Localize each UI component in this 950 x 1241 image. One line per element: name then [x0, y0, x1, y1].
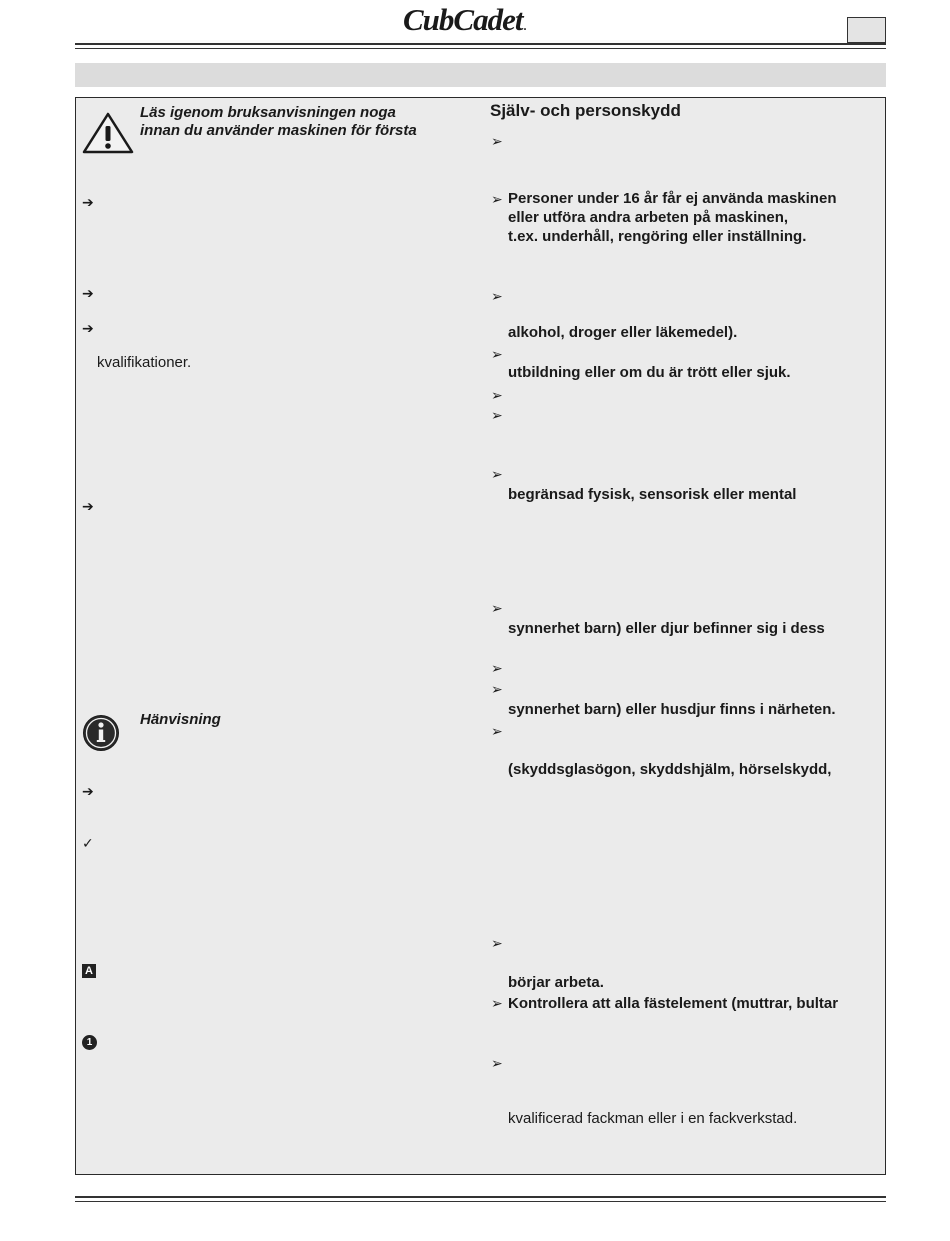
text-line-kontrollera: Kontrollera att alla fästelement (muttrar, bultar	[508, 995, 839, 1012]
right-arrow-icon: ➔	[82, 498, 94, 514]
text-kvalifikationer: kvalifikationer.	[97, 354, 192, 371]
footer-rule-thin	[75, 1201, 886, 1202]
chevron-bullet-icon: ➢	[491, 723, 503, 739]
text-line-synnerhet-2: synnerhet barn) eller husdjur finns i närheten.	[508, 701, 836, 718]
warning-triangle-icon	[82, 112, 134, 154]
chevron-bullet-icon: ➢	[491, 935, 503, 951]
text-line-16-1: Personer under 16 år får ej använda maskinen	[508, 190, 837, 207]
chevron-bullet-icon: ➢	[491, 407, 503, 423]
chevron-bullet-icon: ➢	[491, 466, 503, 482]
text-line-alkohol: alkohol, droger eller läkemedel).	[508, 324, 738, 341]
info-title: Hänvisning	[140, 711, 221, 728]
check-icon: ✓	[82, 835, 94, 851]
chevron-bullet-icon: ➢	[491, 600, 503, 616]
warning-note-line-1: Läs igenom bruksanvisningen noga	[140, 104, 396, 121]
text-line-synnerhet-1: synnerhet barn) eller djur befinner sig i dess	[508, 620, 825, 637]
chevron-bullet-icon: ➢	[491, 681, 503, 697]
chevron-bullet-icon: ➢	[491, 387, 503, 403]
text-line-kvalificerad: kvalificerad fackman eller i en fackverkstad.	[508, 1110, 798, 1127]
right-arrow-icon: ➔	[82, 194, 94, 210]
right-arrow-icon: ➔	[82, 320, 94, 336]
text-line-16-3: t.ex. underhåll, rengöring eller inställning.	[508, 228, 807, 245]
brand-mark: .	[523, 19, 526, 33]
text-line-borjar: börjar arbeta.	[508, 974, 604, 991]
section-band	[75, 63, 886, 87]
label-a-badge: A	[82, 964, 96, 978]
text-line-begransad: begränsad fysisk, sensorisk eller mental	[508, 486, 797, 503]
chevron-bullet-icon: ➢	[491, 660, 503, 676]
chevron-bullet-icon: ➢	[491, 1055, 503, 1071]
page-number-box	[847, 17, 886, 43]
header-rule-thick	[75, 43, 886, 45]
text-line-16-2: eller utföra andra arbeten på maskinen,	[508, 209, 789, 226]
chevron-bullet-icon: ➢	[491, 191, 503, 207]
chevron-bullet-icon: ➢	[491, 995, 503, 1011]
label-1-badge: 1	[82, 1035, 97, 1050]
cub-cadet-logo	[403, 2, 578, 38]
footer-rule-thick	[75, 1196, 886, 1198]
warning-note-line-2: innan du använder maskinen för första	[140, 122, 417, 139]
chevron-bullet-icon: ➢	[491, 346, 503, 362]
content-panel	[75, 97, 886, 1175]
right-arrow-icon: ➔	[82, 285, 94, 301]
chevron-bullet-icon: ➢	[491, 288, 503, 304]
text-line-utbildning: utbildning eller om du är trött eller sjuk.	[508, 364, 791, 381]
text-line-skydd: (skyddsglasögon, skyddshjälm, hörselskydd,	[508, 761, 832, 778]
header-rule-thin	[75, 48, 886, 49]
brand-name: CubCadet	[403, 2, 523, 37]
chevron-bullet-icon: ➢	[491, 133, 503, 149]
info-circle-icon	[82, 714, 120, 752]
section-heading: Själv- och personskydd	[490, 101, 681, 120]
right-arrow-icon: ➔	[82, 783, 94, 799]
